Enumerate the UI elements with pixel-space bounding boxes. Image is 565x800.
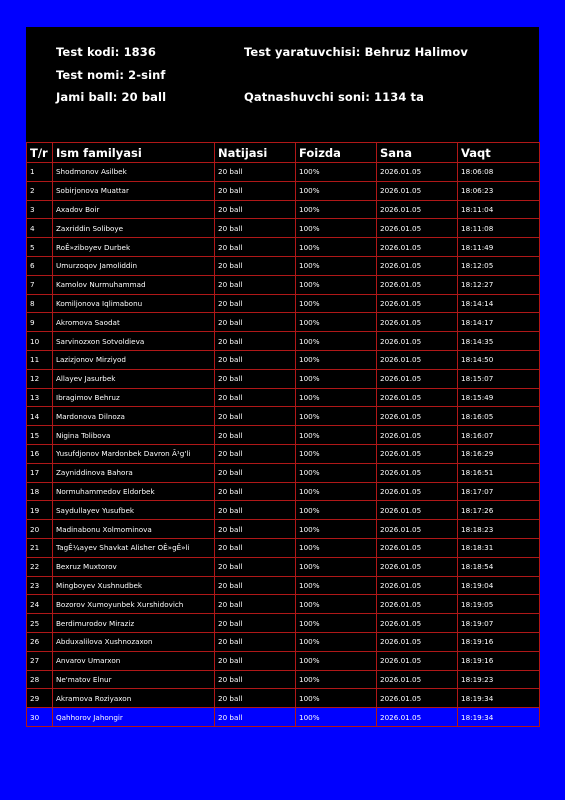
column-header-number: T/r: [27, 143, 53, 163]
result-date: 2026.01.05: [377, 614, 458, 633]
result-time: 18:14:17: [458, 313, 540, 332]
student-name: Ne'matov Elnur: [53, 670, 215, 689]
student-name: Madinabonu Xolmominova: [53, 520, 215, 539]
result-percent: 100%: [296, 632, 377, 651]
result-time: 18:06:08: [458, 163, 540, 182]
table-row[interactable]: [27, 219, 540, 238]
table-row[interactable]: [27, 538, 540, 557]
result-date: 2026.01.05: [377, 576, 458, 595]
result-percent: 100%: [296, 520, 377, 539]
student-name: Allayev Jasurbek: [53, 369, 215, 388]
result-score: 20 ball: [215, 426, 296, 445]
student-name: TagÊ¼ayev Shavkat Alisher OÊ»gÊ»li: [53, 538, 215, 557]
result-score: 20 ball: [215, 614, 296, 633]
result-date: 2026.01.05: [377, 538, 458, 557]
result-date: 2026.01.05: [377, 501, 458, 520]
results-sheet: [26, 27, 539, 727]
result-date: 2026.01.05: [377, 200, 458, 219]
result-percent: 100%: [296, 181, 377, 200]
table-row[interactable]: [27, 313, 540, 332]
result-percent: 100%: [296, 256, 377, 275]
row-number: 14: [27, 407, 53, 426]
result-score: 20 ball: [215, 632, 296, 651]
row-number: 11: [27, 350, 53, 369]
test-creator: Test yaratuvchisi: Behruz Halimov: [244, 45, 468, 59]
result-date: 2026.01.05: [377, 595, 458, 614]
result-time: 18:18:31: [458, 538, 540, 557]
result-score: 20 ball: [215, 407, 296, 426]
table-row[interactable]: [27, 501, 540, 520]
result-percent: 100%: [296, 163, 377, 182]
result-score: 20 ball: [215, 689, 296, 708]
result-score: 20 ball: [215, 163, 296, 182]
result-time: 18:19:34: [458, 708, 540, 727]
row-number: 26: [27, 632, 53, 651]
table-row[interactable]: [27, 463, 540, 482]
table-row[interactable]: [27, 369, 540, 388]
result-date: 2026.01.05: [377, 256, 458, 275]
table-row[interactable]: [27, 651, 540, 670]
result-time: 18:19:05: [458, 595, 540, 614]
row-number: 22: [27, 557, 53, 576]
result-percent: 100%: [296, 614, 377, 633]
row-number: 24: [27, 595, 53, 614]
table-row[interactable]: [27, 294, 540, 313]
table-row[interactable]: [27, 670, 540, 689]
row-number: 28: [27, 670, 53, 689]
row-number: 29: [27, 689, 53, 708]
table-row[interactable]: [27, 163, 540, 182]
result-time: 18:14:50: [458, 350, 540, 369]
result-date: 2026.01.05: [377, 407, 458, 426]
result-time: 18:14:35: [458, 332, 540, 351]
result-percent: 100%: [296, 219, 377, 238]
student-name: Ibragimov Behruz: [53, 388, 215, 407]
result-percent: 100%: [296, 294, 377, 313]
result-date: 2026.01.05: [377, 163, 458, 182]
table-row[interactable]: [27, 708, 540, 727]
result-date: 2026.01.05: [377, 294, 458, 313]
result-percent: 100%: [296, 332, 377, 351]
column-header-time: Vaqt: [458, 143, 540, 163]
result-percent: 100%: [296, 576, 377, 595]
result-date: 2026.01.05: [377, 369, 458, 388]
participant-count: Qatnashuvchi soni: 1134 ta: [244, 90, 424, 104]
result-score: 20 ball: [215, 557, 296, 576]
result-date: 2026.01.05: [377, 708, 458, 727]
student-name: Umurzoqov Jamoliddin: [53, 256, 215, 275]
result-date: 2026.01.05: [377, 520, 458, 539]
table-row[interactable]: [27, 595, 540, 614]
result-percent: 100%: [296, 482, 377, 501]
row-number: 27: [27, 651, 53, 670]
student-name: Zayniddinova Bahora: [53, 463, 215, 482]
table-row[interactable]: [27, 238, 540, 257]
test-info-header: [26, 27, 539, 142]
table-row[interactable]: [27, 388, 540, 407]
result-time: 18:19:34: [458, 689, 540, 708]
result-time: 18:16:07: [458, 426, 540, 445]
result-score: 20 ball: [215, 200, 296, 219]
result-date: 2026.01.05: [377, 689, 458, 708]
result-percent: 100%: [296, 200, 377, 219]
result-time: 18:12:05: [458, 256, 540, 275]
row-number: 21: [27, 538, 53, 557]
student-name: Bexruz Muxtorov: [53, 557, 215, 576]
row-number: 1: [27, 163, 53, 182]
result-score: 20 ball: [215, 444, 296, 463]
result-percent: 100%: [296, 557, 377, 576]
result-percent: 100%: [296, 238, 377, 257]
result-score: 20 ball: [215, 369, 296, 388]
row-number: 13: [27, 388, 53, 407]
result-date: 2026.01.05: [377, 632, 458, 651]
row-number: 12: [27, 369, 53, 388]
row-number: 2: [27, 181, 53, 200]
student-name: Akramova Roziyaxon: [53, 689, 215, 708]
student-name: Mardonova Dilnoza: [53, 407, 215, 426]
result-date: 2026.01.05: [377, 463, 458, 482]
result-percent: 100%: [296, 595, 377, 614]
result-percent: 100%: [296, 369, 377, 388]
row-number: 4: [27, 219, 53, 238]
student-name: Anvarov Umarxon: [53, 651, 215, 670]
row-number: 5: [27, 238, 53, 257]
result-score: 20 ball: [215, 463, 296, 482]
result-time: 18:16:05: [458, 407, 540, 426]
column-header-percent: Foizda: [296, 143, 377, 163]
result-score: 20 ball: [215, 313, 296, 332]
result-score: 20 ball: [215, 238, 296, 257]
student-name: Shodmonov Asilbek: [53, 163, 215, 182]
table-row[interactable]: [27, 200, 540, 219]
column-header-date: Sana: [377, 143, 458, 163]
results-table: [26, 142, 540, 727]
result-time: 18:17:07: [458, 482, 540, 501]
result-score: 20 ball: [215, 219, 296, 238]
result-percent: 100%: [296, 538, 377, 557]
result-date: 2026.01.05: [377, 275, 458, 294]
student-name: Akromova Saodat: [53, 313, 215, 332]
result-time: 18:11:04: [458, 200, 540, 219]
student-name: Zaxriddin Soliboye: [53, 219, 215, 238]
row-number: 19: [27, 501, 53, 520]
result-percent: 100%: [296, 708, 377, 727]
table-row[interactable]: [27, 407, 540, 426]
test-name: Test nomi: 2-sinf: [56, 68, 166, 82]
student-name: Axadov Boir: [53, 200, 215, 219]
result-date: 2026.01.05: [377, 332, 458, 351]
result-percent: 100%: [296, 444, 377, 463]
result-score: 20 ball: [215, 181, 296, 200]
student-name: Nigina Tolibova: [53, 426, 215, 445]
student-name: Qahhorov Jahongir: [53, 708, 215, 727]
result-time: 18:11:08: [458, 219, 540, 238]
result-score: 20 ball: [215, 538, 296, 557]
result-time: 18:17:26: [458, 501, 540, 520]
table-row[interactable]: [27, 614, 540, 633]
row-number: 23: [27, 576, 53, 595]
student-name: RoÊ»ziboyev Durbek: [53, 238, 215, 257]
result-percent: 100%: [296, 501, 377, 520]
student-name: Berdimurodov Miraziz: [53, 614, 215, 633]
table-row[interactable]: [27, 576, 540, 595]
result-percent: 100%: [296, 463, 377, 482]
result-percent: 100%: [296, 689, 377, 708]
result-time: 18:19:16: [458, 632, 540, 651]
result-time: 18:19:04: [458, 576, 540, 595]
row-number: 9: [27, 313, 53, 332]
student-name: Yusufdjonov Mardonbek Davron Ã¹g'li: [53, 444, 215, 463]
result-date: 2026.01.05: [377, 350, 458, 369]
result-time: 18:18:23: [458, 520, 540, 539]
result-percent: 100%: [296, 670, 377, 689]
result-score: 20 ball: [215, 501, 296, 520]
student-name: Lazizjonov Mirziyod: [53, 350, 215, 369]
table-row[interactable]: [27, 426, 540, 445]
column-header-name: Ism familyasi: [53, 143, 215, 163]
table-row[interactable]: [27, 256, 540, 275]
row-number: 6: [27, 256, 53, 275]
row-number: 7: [27, 275, 53, 294]
result-time: 18:16:51: [458, 463, 540, 482]
result-score: 20 ball: [215, 350, 296, 369]
result-score: 20 ball: [215, 275, 296, 294]
table-row[interactable]: [27, 482, 540, 501]
result-date: 2026.01.05: [377, 670, 458, 689]
result-score: 20 ball: [215, 388, 296, 407]
results-table-body: [27, 163, 540, 727]
result-time: 18:19:16: [458, 651, 540, 670]
result-time: 18:15:49: [458, 388, 540, 407]
result-percent: 100%: [296, 651, 377, 670]
result-date: 2026.01.05: [377, 219, 458, 238]
row-number: 18: [27, 482, 53, 501]
student-name: Sobirjonova Muattar: [53, 181, 215, 200]
result-date: 2026.01.05: [377, 181, 458, 200]
row-number: 30: [27, 708, 53, 727]
student-name: Abduxalilova Xushnozaxon: [53, 632, 215, 651]
table-row[interactable]: [27, 557, 540, 576]
table-row[interactable]: [27, 350, 540, 369]
result-score: 20 ball: [215, 595, 296, 614]
row-number: 17: [27, 463, 53, 482]
student-name: Normuhammedov Eldorbek: [53, 482, 215, 501]
result-percent: 100%: [296, 426, 377, 445]
result-score: 20 ball: [215, 670, 296, 689]
result-date: 2026.01.05: [377, 651, 458, 670]
table-row[interactable]: [27, 632, 540, 651]
result-date: 2026.01.05: [377, 557, 458, 576]
row-number: 20: [27, 520, 53, 539]
total-score: Jami ball: 20 ball: [56, 90, 167, 104]
result-time: 18:16:29: [458, 444, 540, 463]
row-number: 8: [27, 294, 53, 313]
table-row[interactable]: [27, 181, 540, 200]
row-number: 3: [27, 200, 53, 219]
result-date: 2026.01.05: [377, 388, 458, 407]
student-name: Sarvinozxon Sotvoldieva: [53, 332, 215, 351]
table-row[interactable]: [27, 332, 540, 351]
result-time: 18:19:07: [458, 614, 540, 633]
result-date: 2026.01.05: [377, 426, 458, 445]
table-header-row: [27, 143, 540, 163]
result-score: 20 ball: [215, 294, 296, 313]
result-time: 18:18:54: [458, 557, 540, 576]
result-date: 2026.01.05: [377, 313, 458, 332]
result-time: 18:14:14: [458, 294, 540, 313]
test-code: Test kodi: 1836: [56, 45, 156, 59]
result-score: 20 ball: [215, 332, 296, 351]
result-percent: 100%: [296, 275, 377, 294]
row-number: 25: [27, 614, 53, 633]
result-date: 2026.01.05: [377, 482, 458, 501]
result-time: 18:11:49: [458, 238, 540, 257]
student-name: Mingboyev Xushnudbek: [53, 576, 215, 595]
student-name: Bozorov Xumoyunbek Xurshidovich: [53, 595, 215, 614]
result-time: 18:15:07: [458, 369, 540, 388]
result-score: 20 ball: [215, 520, 296, 539]
result-score: 20 ball: [215, 256, 296, 275]
row-number: 16: [27, 444, 53, 463]
result-percent: 100%: [296, 388, 377, 407]
row-number: 15: [27, 426, 53, 445]
result-date: 2026.01.05: [377, 444, 458, 463]
table-row[interactable]: [27, 275, 540, 294]
student-name: Saydullayev Yusufbek: [53, 501, 215, 520]
table-row[interactable]: [27, 689, 540, 708]
student-name: Komiljonova Iqlimabonu: [53, 294, 215, 313]
result-percent: 100%: [296, 313, 377, 332]
table-row[interactable]: [27, 520, 540, 539]
result-time: 18:12:27: [458, 275, 540, 294]
student-name: Kamolov Nurmuhammad: [53, 275, 215, 294]
row-number: 10: [27, 332, 53, 351]
result-percent: 100%: [296, 350, 377, 369]
result-date: 2026.01.05: [377, 238, 458, 257]
result-score: 20 ball: [215, 651, 296, 670]
column-header-result: Natijasi: [215, 143, 296, 163]
table-row[interactable]: [27, 444, 540, 463]
result-percent: 100%: [296, 407, 377, 426]
result-score: 20 ball: [215, 708, 296, 727]
result-score: 20 ball: [215, 576, 296, 595]
result-time: 18:06:23: [458, 181, 540, 200]
result-score: 20 ball: [215, 482, 296, 501]
result-time: 18:19:23: [458, 670, 540, 689]
